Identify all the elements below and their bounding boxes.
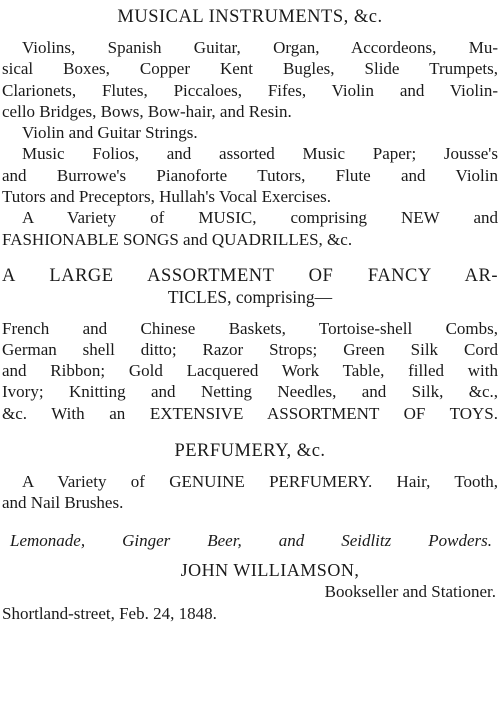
text-line: A Variety of GENUINE PERFUMERY. Hair, Tooth,: [22, 472, 498, 492]
text-line: French and Chinese Baskets, Tortoise-shell Combs,: [2, 318, 498, 338]
text-line: and Ribbon; Gold Lacquered Work Table, filled with: [2, 361, 498, 381]
italic-line: Lemonade, Ginger Beer, and Seidlitz Powders.: [10, 530, 492, 550]
text-line: and Nail Brushes.: [2, 493, 124, 513]
section-heading: PERFUMERY, &c.: [174, 441, 326, 462]
text-line: Tutors and Preceptors, Hullah's Vocal Exercises.: [2, 187, 332, 207]
text-line: &c. With an EXTENSIVE ASSORTMENT OF TOYS.: [2, 403, 498, 423]
section-heading: A LARGE ASSORTMENT OF FANCY AR-: [2, 265, 498, 286]
text-line: Violins, Spanish Guitar, Organ, Accordeons, Mu-: [22, 38, 498, 57]
text-line: German shell ditto; Razor Strops; Green Silk Cord: [2, 339, 498, 359]
merchant-name: JOHN WILLIAMSON,: [180, 559, 360, 580]
beverages-section: [2, 530, 498, 551]
text-line: cello Bridges, Bows, Bow-hair, and Resin.: [2, 101, 292, 121]
section-heading: MUSICAL INSTRUMENTS, &c.: [117, 7, 383, 27]
merchant-title: Bookseller and Stationer.: [324, 582, 496, 602]
fancy-articles-section: [2, 266, 498, 424]
perfumery-section: [2, 440, 498, 514]
text-line: Violin and Guitar Strings.: [22, 123, 198, 143]
signature-block: [2, 560, 498, 624]
dateline: Shortland-street, Feb. 24, 1848.: [2, 603, 217, 623]
text-line: A Variety of MUSIC, comprising NEW and: [22, 208, 498, 228]
musical-instruments-section: [2, 6, 498, 250]
text-line: sical Boxes, Copper Kent Bugles, Slide Trumpets,: [2, 59, 498, 79]
text-line: and Burrowe's Pianoforte Tutors, Flute and Violin: [2, 165, 498, 185]
text-line: FASHIONABLE SONGS and QUADRILLES, &c.: [2, 229, 353, 249]
text-line: Clarionets, Flutes, Piccaloes, Fifes, Violin and Violin-: [2, 80, 498, 100]
text-line: Music Folios, and assorted Music Paper; Jousse's: [22, 144, 498, 164]
section-heading: TICLES, comprising—: [167, 287, 333, 308]
text-line: Ivory; Knitting and Netting Needles, and Silk, &c.,: [2, 382, 498, 402]
